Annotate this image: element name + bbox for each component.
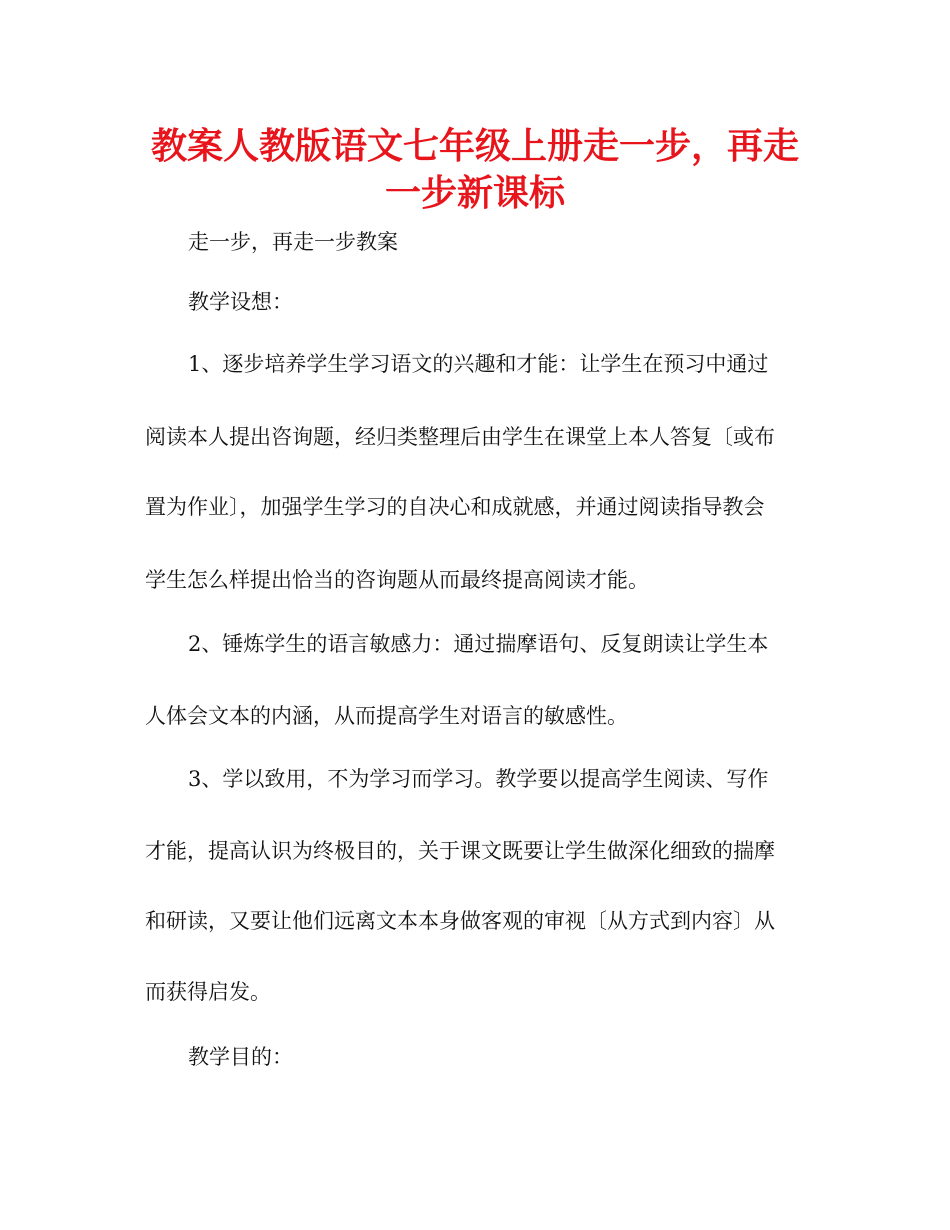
teaching-design-heading: 教学设想： <box>188 290 293 314</box>
paragraph-line: 才能，提高认识为终极目的，关于课文既要让学生做深化细致的揣摩 <box>145 839 775 863</box>
paragraph-line: 人体会文本的内涵，从而提高学生对语言的敏感性。 <box>145 704 628 728</box>
document-title-line-2: 一步新课标 <box>384 173 565 214</box>
paragraph-line: 3、学以致用，不为学习而学习。教学要以提高学生阅读、写作 <box>188 767 769 791</box>
paragraph-line: 2、锤炼学生的语言敏感力：通过揣摩语句、反复朗读让学生本 <box>188 632 769 656</box>
paragraph-line: 而获得启发。 <box>145 980 271 1004</box>
paragraph-line: 置为作业〕，加强学生学习的自决心和成就感，并通过阅读指导教会 <box>145 495 765 519</box>
teaching-objective-heading: 教学目的： <box>188 1045 293 1069</box>
paragraph-line: 阅读本人提出咨询题，经归类整理后由学生在课堂上本人答复〔或布 <box>145 425 775 449</box>
paragraph-line: 学生怎么样提出恰当的咨询题从而最终提高阅读才能。 <box>145 568 649 592</box>
paragraph-line: 和研读，又要让他们远离文本本身做客观的审视〔从方式到内容〕从 <box>145 909 775 933</box>
lesson-plan-heading: 走一步，再走一步教案 <box>188 230 398 254</box>
document-title-line-1: 教案人教版语文七年级上册走一步，再走 <box>150 126 799 167</box>
paragraph-line: 1、逐步培养学生学习语文的兴趣和才能：让学生在预习中通过 <box>188 352 769 376</box>
